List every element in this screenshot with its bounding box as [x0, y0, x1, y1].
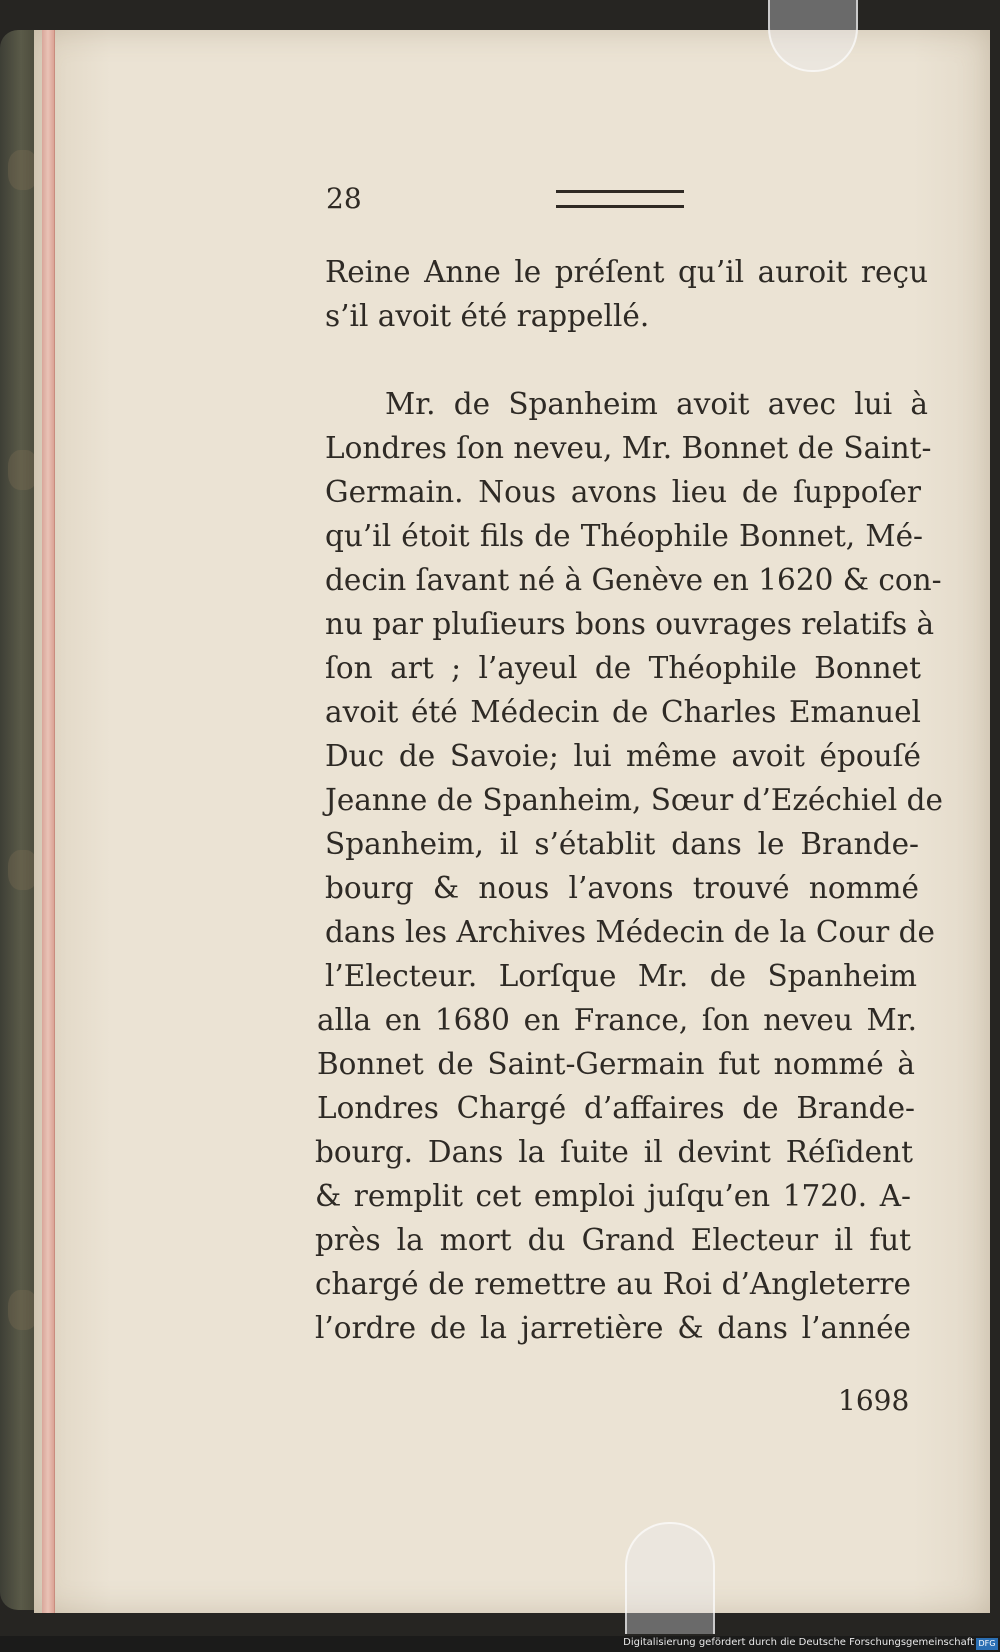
catchword: 1698	[838, 1384, 910, 1417]
text-line: nu par pluſieurs bons ouvrages relatifs à	[325, 607, 935, 641]
text-line: alla en 1680 en France, ſon neveu Mr.	[317, 1003, 917, 1037]
text-line: ſon art ; l’ayeul de Théophile Bonnet	[325, 651, 921, 685]
text-line: Duc de Savoie; lui même avoit épouſé	[325, 739, 921, 773]
text-line: qu’il étoit fils de Théophile Bonnet, Mé-	[325, 519, 923, 553]
text-line: s’il avoit été rappellé.	[325, 299, 650, 333]
text-line: Reine Anne le préſent qu’il auroit reçu	[325, 255, 928, 289]
header-rule	[556, 190, 684, 208]
text-line: Mr. de Spanheim avoit avec lui à	[385, 387, 928, 421]
text-line: Spanheim, il s’établit dans le Brande-	[325, 827, 919, 861]
text-line: dans les Archives Médecin de la Cour de	[325, 915, 936, 949]
text-line: Jeanne de Spanheim, Sœur d’Ezéchiel de	[325, 783, 943, 817]
text-line: decin ſavant né à Genève en 1620 & con-	[325, 563, 942, 597]
text-line: & remplit cet emploi juſqu’en 1720. A-	[315, 1179, 911, 1213]
text-line: chargé de remettre au Roi d’Angleterre	[315, 1267, 911, 1301]
text-line: bourg. Dans la ſuite il devint Réſident	[315, 1135, 913, 1169]
text-line: l’ordre de la jarretière & dans l’année	[315, 1311, 911, 1345]
text-line: près la mort du Grand Electeur il fut	[315, 1223, 911, 1257]
text-line: bourg & nous l’avons trouvé nommé	[325, 871, 919, 905]
text-line: Londres Chargé d’affaires de Brande-	[317, 1091, 915, 1125]
text-line: avoit été Médecin de Charles Emanuel	[325, 695, 921, 729]
footer-credit: Digitalisierung gefördert durch die Deutsche Forschungsgemeinschaft	[623, 1637, 974, 1648]
page-holder-clip-bottom	[625, 1522, 715, 1634]
text-line: Londres ſon neveu, Mr. Bonnet de Saint-	[325, 431, 932, 465]
dfg-logo: DFG	[976, 1638, 998, 1650]
text-line: Germain. Nous avons lieu de ſuppoſer	[325, 475, 921, 509]
text-line: l’Electeur. Lorſque Mr. de Spanheim	[325, 959, 917, 993]
page-red-edge	[42, 30, 55, 1613]
page-number: 28	[326, 182, 362, 215]
text-line: Bonnet de Saint-Germain fut nommé à	[317, 1047, 915, 1081]
